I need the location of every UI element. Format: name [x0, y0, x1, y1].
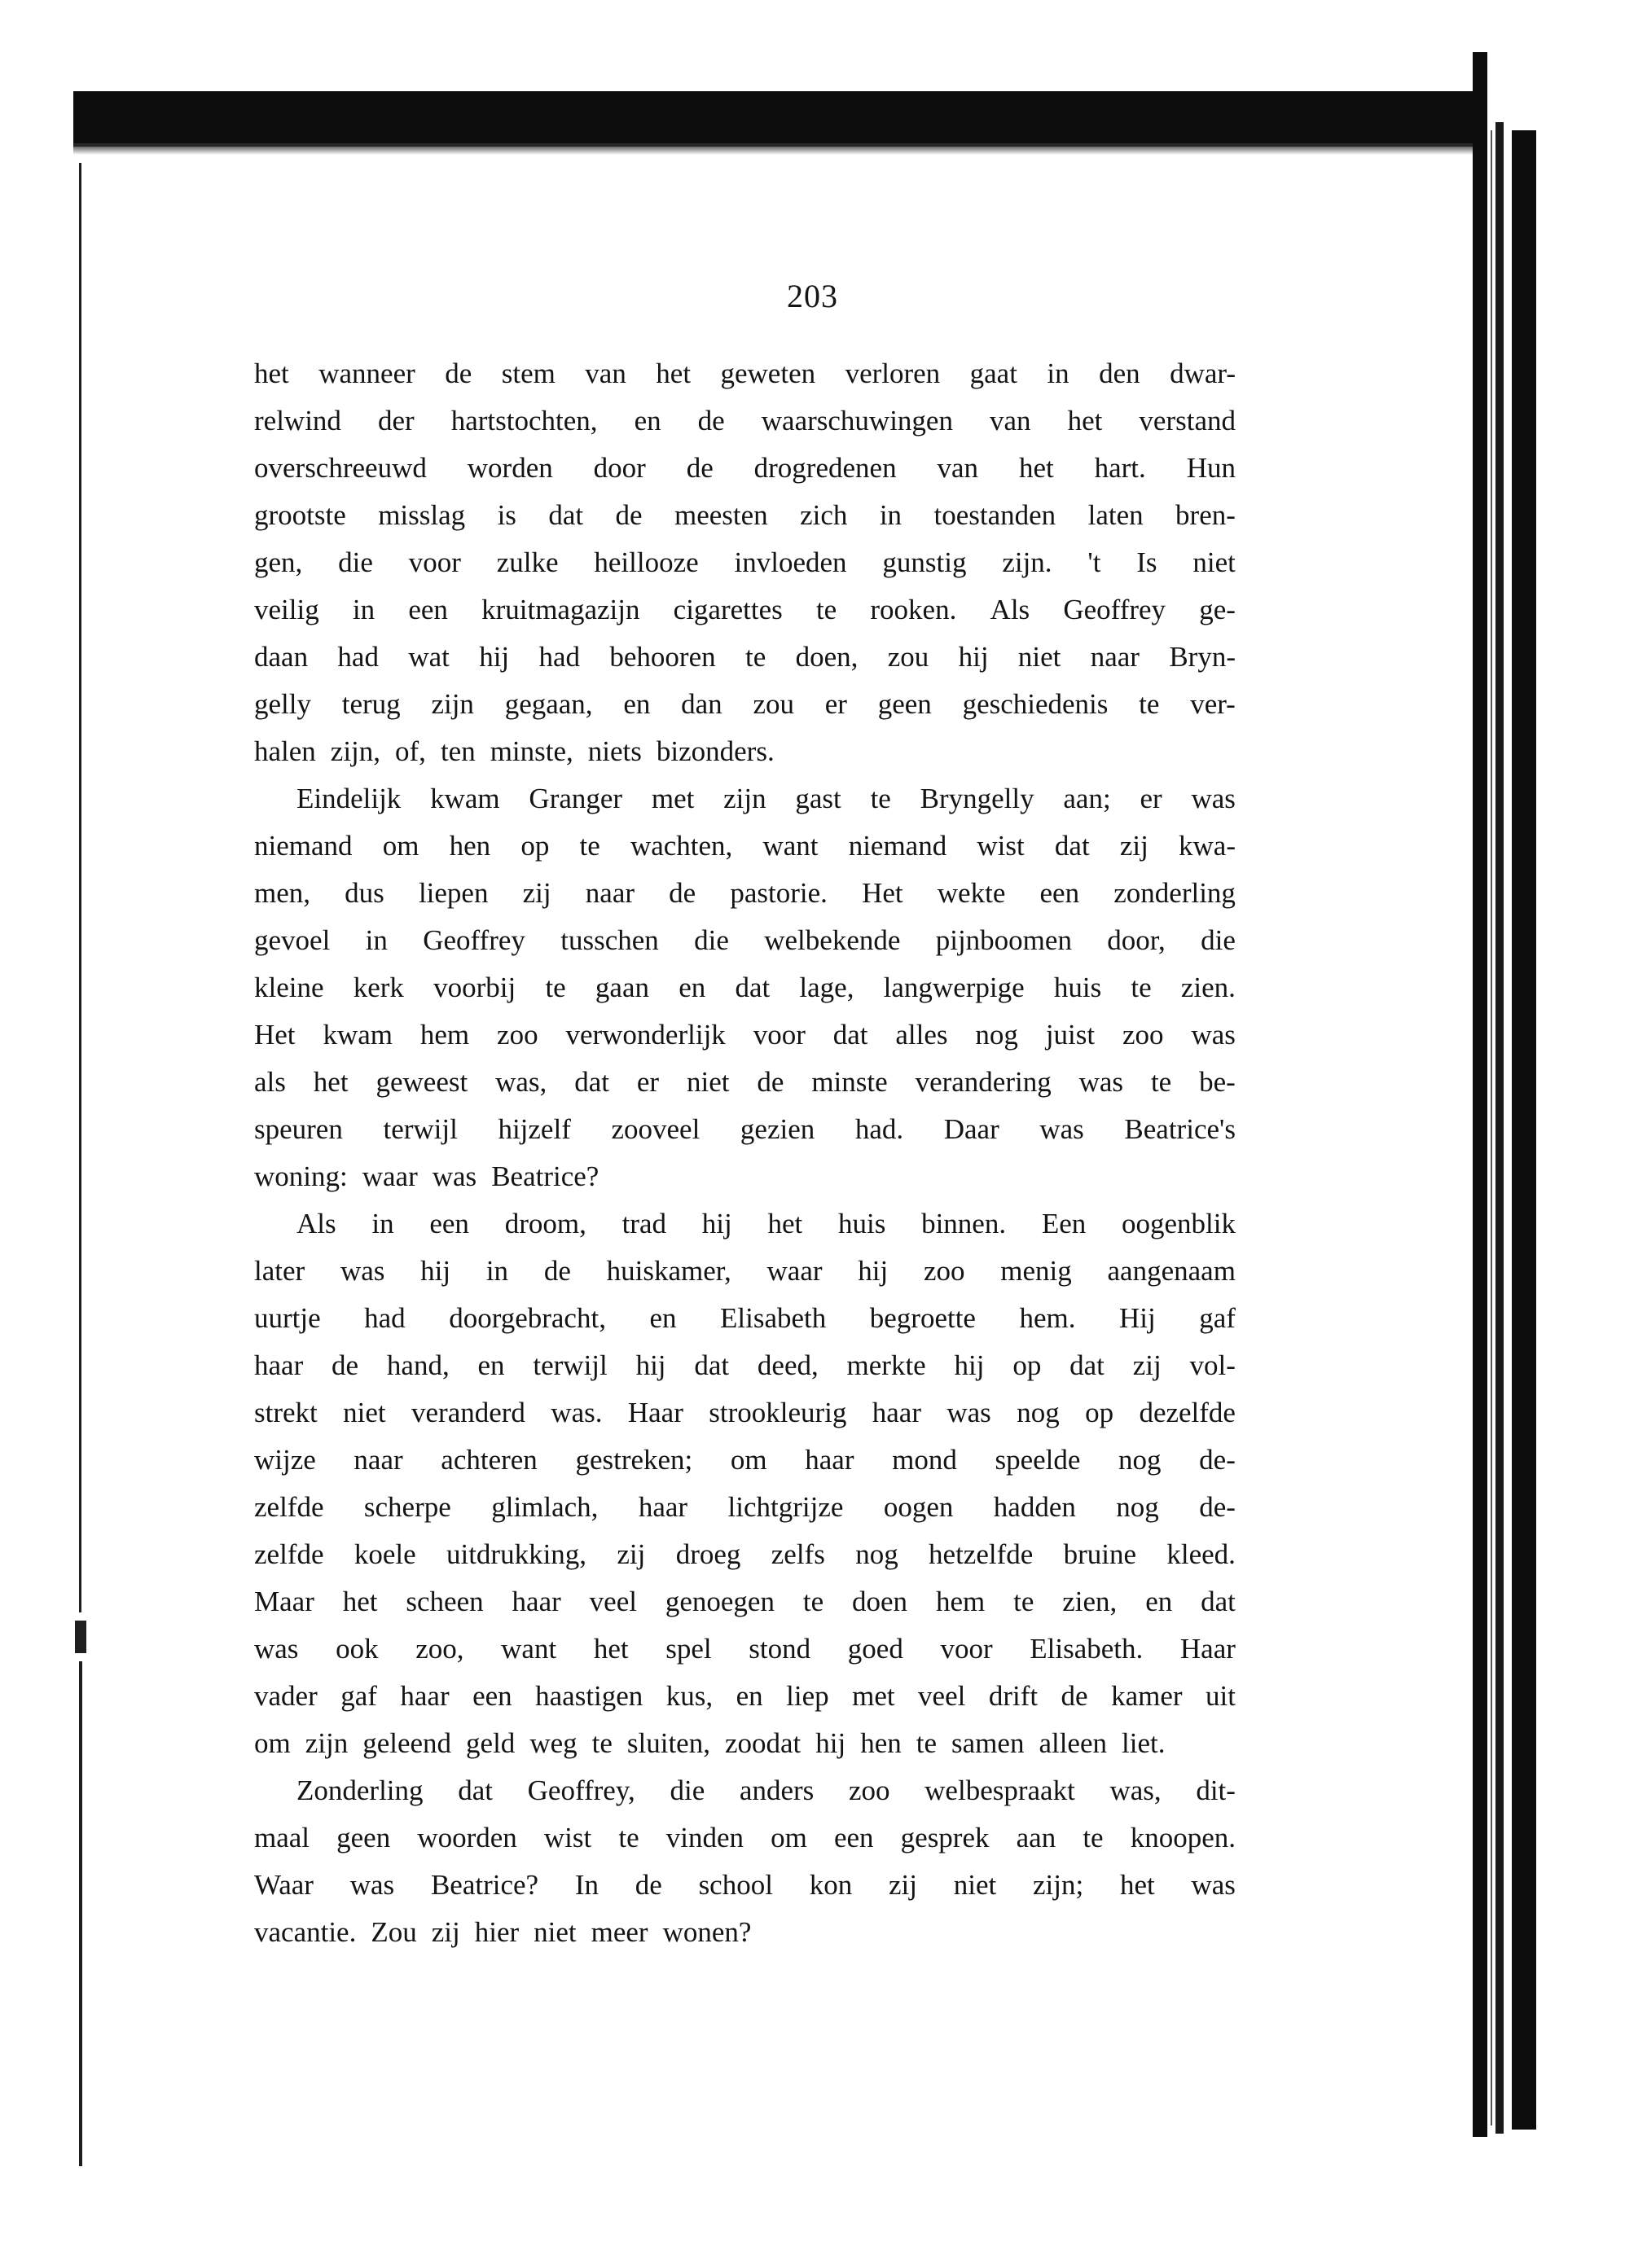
text-line: gevoel in Geoffrey tusschen die welbekende pijnboomen door, die — [254, 924, 1236, 956]
text-line: Waar was Beatrice? In de school kon zij niet zijn; het was — [254, 1869, 1236, 1901]
text-line: gelly terug zijn gegaan, en dan zou er geen geschiedenis te ver- — [254, 688, 1236, 720]
scan-left-margin-mark — [75, 1621, 86, 1653]
text-line: het wanneer de stem van het geweten verloren gaat in den dwar- — [254, 358, 1236, 389]
text-line: zelfde koele uitdrukking, zij droeg zelfs nog hetzelfde bruine kleed. — [254, 1538, 1236, 1570]
text-line: was ook zoo, want het spel stond goed voor Elisabeth. Haar — [254, 1633, 1236, 1665]
scan-left-margin-line-lower — [79, 1661, 82, 2166]
text-line: later was hij in de huiskamer, waar hij zoo menig aangenaam — [254, 1255, 1236, 1287]
paragraph — [254, 1767, 1236, 1956]
paragraph — [254, 1200, 1236, 1767]
text-line: Als in een droom, trad hij het huis binnen. Een oogenblik — [296, 1208, 1236, 1239]
text-line: zelfde scherpe glimlach, haar lichtgrijze oogen hadden nog de- — [254, 1491, 1236, 1523]
text-line: Het kwam hem zoo verwonderlijk voor dat alles nog juist zoo was — [254, 1019, 1236, 1051]
text-line: om zijn geleend geld weg te sluiten, zoodat hij hen te samen alleen liet. — [254, 1727, 1166, 1759]
scan-right-edge-line — [1491, 130, 1492, 2125]
text-line: haar de hand, en terwijl hij dat deed, merkte hij op dat zij vol- — [254, 1349, 1236, 1381]
body-text — [254, 350, 1236, 1956]
scan-top-band — [73, 91, 1487, 147]
text-line: relwind der hartstochten, en de waarschuwingen van het verstand — [254, 405, 1236, 436]
text-line: Maar het scheen haar veel genoegen te doen hem te zien, en dat — [254, 1586, 1236, 1617]
text-line: grootste misslag is dat de meesten zich in toestanden laten bren- — [254, 499, 1236, 531]
scan-right-edge — [1473, 52, 1487, 2137]
paragraph — [254, 350, 1236, 775]
text-line: speuren terwijl hijzelf zooveel gezien had. Daar was Beatrice's — [254, 1113, 1236, 1145]
scan-right-edge-outer — [1512, 130, 1536, 2130]
text-line: als het geweest was, dat er niet de minste verandering was te be- — [254, 1066, 1236, 1098]
scan-left-margin-line — [79, 163, 81, 1612]
page-number: 203 — [787, 278, 838, 314]
text-line: Zonderling dat Geoffrey, die anders zoo welbespraakt was, dit- — [296, 1774, 1236, 1806]
text-line: woning: waar was Beatrice? — [254, 1160, 599, 1192]
text-line: wijze naar achteren gestreken; om haar mond speelde nog de- — [254, 1444, 1236, 1476]
text-line: vacantie. Zou zij hier niet meer wonen? — [254, 1916, 752, 1948]
text-line: niemand om hen op te wachten, want niemand wist dat zij kwa- — [254, 830, 1236, 862]
text-line: halen zijn, of, ten minste, niets bizonders. — [254, 735, 775, 767]
text-line: veilig in een kruitmagazijn cigarettes te rooken. Als Geoffrey ge- — [254, 594, 1236, 625]
text-line: maal geen woorden wist te vinden om een gesprek aan te knoopen. — [254, 1822, 1236, 1853]
text-line: uurtje had doorgebracht, en Elisabeth begroette hem. Hij gaf — [254, 1302, 1236, 1334]
paragraph — [254, 775, 1236, 1200]
text-line: strekt niet veranderd was. Haar strookleurig haar was nog op dezelfde — [254, 1397, 1236, 1428]
text-line: men, dus liepen zij naar de pastorie. Het wekte een zonderling — [254, 877, 1236, 909]
text-line: daan had wat hij had behooren te doen, zou hij niet naar Bryn- — [254, 641, 1236, 673]
text-line: vader gaf haar een haastigen kus, en liep met veel drift de kamer uit — [254, 1680, 1236, 1712]
text-line: overschreeuwd worden door de drogredenen van het hart. Hun — [254, 452, 1236, 484]
text-line: Eindelijk kwam Granger met zijn gast te Bryngelly aan; er was — [296, 783, 1236, 814]
text-line: gen, die voor zulke heillooze invloeden gunstig zijn. 't Is niet — [254, 546, 1236, 578]
scan-top-band-shadow — [73, 143, 1487, 155]
scan-right-edge-inner — [1495, 122, 1504, 2134]
text-line: kleine kerk voorbij te gaan en dat lage, langwerpige huis te zien. — [254, 972, 1236, 1003]
